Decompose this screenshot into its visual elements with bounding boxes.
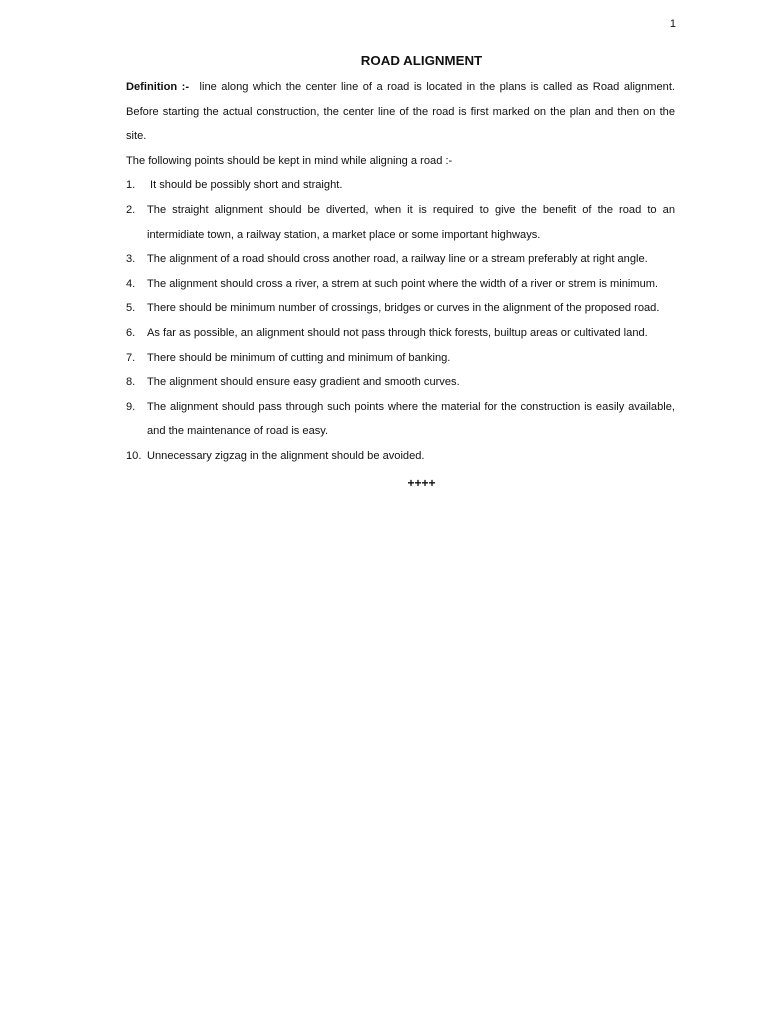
list-item-text: It should be possibly short and straight. bbox=[150, 179, 343, 192]
page-title: ROAD ALIGNMENT bbox=[360, 53, 483, 68]
list-item bbox=[126, 173, 675, 198]
list-item-number: 8. bbox=[126, 376, 136, 389]
list-item-number: 1. bbox=[126, 179, 136, 192]
list-item-number: 10. bbox=[126, 449, 142, 462]
definition-paragraph bbox=[126, 75, 675, 149]
list-item-text: The alignment should pass through such points where the material for the construction is easily available, and the maintenance of road is easy. bbox=[147, 400, 675, 438]
list-item-text: There should be minimum number of crossings, bridges or curves in the alignment of the proposed road. bbox=[147, 302, 660, 315]
list-item bbox=[126, 370, 675, 395]
list-item-text: The alignment of a road should cross another road, a railway line or a stream preferably at right angle. bbox=[147, 253, 648, 266]
list-item bbox=[126, 296, 675, 321]
list-item-text: Unnecessary zigzag in the alignment should be avoided. bbox=[147, 449, 425, 462]
list-item-number: 7. bbox=[126, 351, 136, 364]
list-item bbox=[126, 346, 675, 371]
document-body bbox=[126, 50, 675, 495]
list-item-number: 4. bbox=[126, 277, 136, 290]
list-item-number: 9. bbox=[126, 400, 136, 413]
list-item-text: The straight alignment should be diverted, when it is required to give the benefit of the road to an intermidiate town, a railway station, a market place or some important highways. bbox=[147, 203, 675, 241]
list-item bbox=[126, 444, 675, 469]
list-item bbox=[126, 272, 675, 297]
list-item-text: There should be minimum of cutting and minimum of banking. bbox=[147, 351, 451, 364]
list-item-number: 5. bbox=[126, 302, 136, 315]
points-list bbox=[126, 173, 675, 468]
list-item-text: The alignment should ensure easy gradient and smooth curves. bbox=[147, 376, 460, 389]
end-mark: ++++ bbox=[407, 475, 436, 490]
list-item-text: As far as possible, an alignment should not pass through thick forests, builtup areas or cultivated land. bbox=[147, 326, 648, 339]
list-item bbox=[126, 395, 675, 444]
list-item-number: 2. bbox=[126, 203, 136, 216]
list-item bbox=[126, 321, 675, 346]
definition-label: Definition :- bbox=[126, 81, 190, 93]
list-item bbox=[126, 247, 675, 272]
list-item bbox=[126, 198, 675, 247]
list-item-text: The alignment should cross a river, a strem at such point where the width of a river or strem is minimum. bbox=[147, 277, 659, 290]
page-number: 1 bbox=[669, 18, 676, 30]
definition-text: line along which the center line of a road is located in the plans is called as Road alignment. Before starting the actual construction, the center line of the road is first marked on the plan and then on the site. bbox=[126, 81, 676, 143]
list-item-number: 6. bbox=[126, 326, 136, 339]
list-item-number: 3. bbox=[126, 253, 136, 266]
intro-text: The following points should be kept in mind while aligning a road :- bbox=[126, 154, 453, 167]
